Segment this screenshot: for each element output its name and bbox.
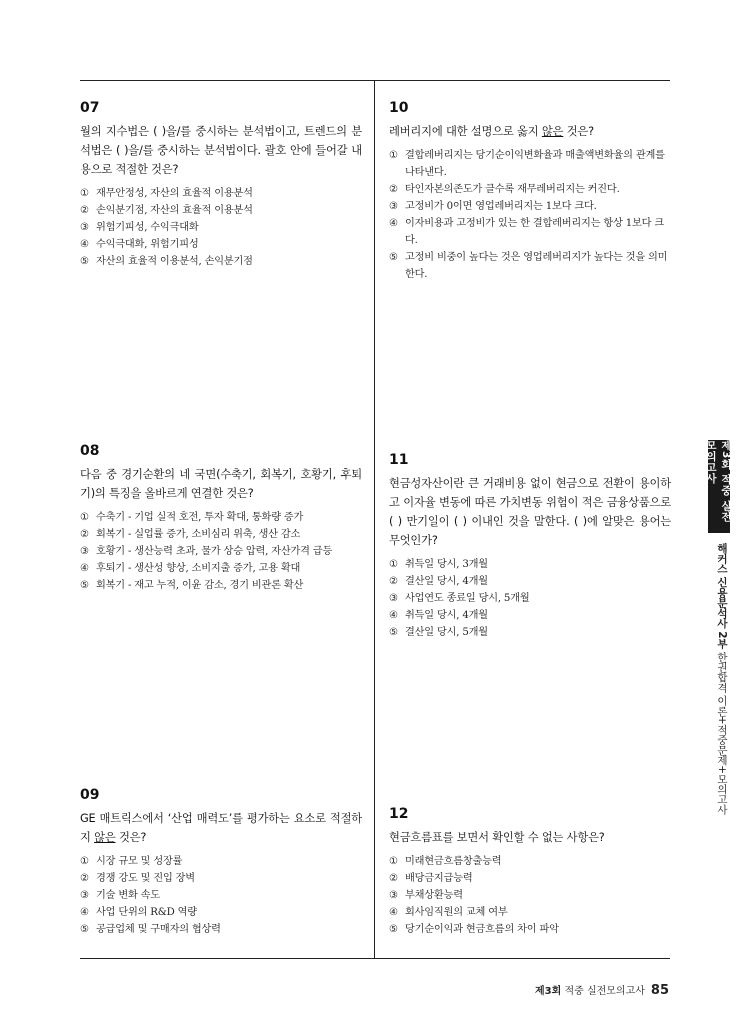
option-list [80,853,362,938]
option-text: 배당금지급능력 [405,873,473,884]
footer-section [535,982,645,997]
option [80,253,362,270]
option [80,219,362,236]
option [80,921,362,938]
option-text: 위험기피성, 수익극대화 [96,222,199,233]
option [389,556,671,573]
question-stem: 현금성자산이란 큰 거래비용 없이 현금으로 전환이 용이하고 이자율 변동에 따른 가치변동 위험이 적은 금융상품으로 ( ) 만기일이 ( ) 이내인 것을 말한다. ( )에 알맞은 용어는 무엇인가? [389,477,671,547]
option [80,526,362,543]
stem-text-end: 것은? [115,831,147,844]
question-12 [389,806,671,938]
option-text: 결합레버리지는 당기순이익변화율과 매출액변화율의 관계를 나타낸다. [405,150,665,178]
option-list [389,556,671,641]
option-marker: ④ [389,907,398,918]
option [80,887,362,904]
option-list [389,147,671,283]
option [389,607,671,624]
column-divider [374,80,375,958]
option-marker: ④ [80,907,89,918]
option-marker: ② [389,873,398,884]
question-number: 08 [80,443,100,459]
question-09 [80,787,362,938]
option-text: 이자비용과 고정비가 있는 한 결합레버리지는 항상 1보다 크다. [405,218,664,246]
option-marker: ③ [389,201,398,212]
option-text: 결산일 당시, 4개월 [405,576,488,587]
question-stem [80,809,362,847]
question-11 [389,452,671,641]
option [80,870,362,887]
option [389,249,671,283]
option-marker: ① [389,856,398,867]
option-marker: ④ [80,563,89,574]
option-text: 회복기 - 실업률 증가, 소비심리 위축, 생산 감소 [96,529,301,540]
question-number: 11 [389,452,409,468]
option-marker: ④ [80,239,89,250]
option-marker: ⑤ [80,580,89,591]
option-marker: ② [389,576,398,587]
option-text: 부채상환능력 [405,890,463,901]
question-stem: 다음 중 경기순환의 네 국면(수축기, 회복기, 호황기, 후퇴기)의 특징을 올바르게 연결한 것은? [80,468,362,500]
option [389,921,671,938]
option [80,853,362,870]
option-marker: ⑤ [80,924,89,935]
book-side-title [710,543,730,873]
section-side-tab: 제3회 적중 실전모의고사 [708,440,730,533]
stem-text: GE 매트릭스에서 ‘산업 매력도’를 평가하는 요소로 적절하지 [80,812,362,844]
option-text: 고정비 비중이 높다는 것은 영업레버리지가 높다는 것을 의미한다. [405,252,668,280]
option [389,181,671,198]
option [389,147,671,181]
option [389,870,671,887]
option [389,573,671,590]
option-marker: ① [389,150,398,161]
option [80,560,362,577]
option-text: 사업 단위의 R&D 역량 [96,907,197,918]
option-text: 당기순이익과 현금흐름의 차이 파악 [405,924,559,935]
option-text: 수익극대화, 위험기피성 [96,239,199,250]
option-text: 후퇴기 - 생산성 향상, 소비지출 증가, 고용 확대 [96,563,301,574]
option [389,198,671,215]
option [389,624,671,641]
option-marker: ④ [389,218,398,229]
option-text: 손익분기점, 자산의 효율적 이용분석 [96,205,253,216]
option [389,853,671,870]
footer-section-rest: 적중 실전모의고사 [561,986,645,997]
option-text: 호황기 - 생산능력 초과, 물가 상승 압력, 자산가격 급등 [96,546,333,557]
stem-underlined-text: 않은 [94,831,116,844]
option [80,236,362,253]
option-text: 시장 규모 및 성장률 [96,856,183,867]
question-number: 07 [80,100,100,116]
option-marker: ② [389,184,398,195]
question-08 [80,443,362,594]
option-marker: ① [80,188,89,199]
question-07 [80,100,362,270]
question-number: 09 [80,787,100,803]
option [80,543,362,560]
bottom-rule [80,958,670,959]
option-text: 재무안정성, 자산의 효율적 이용분석 [96,188,253,199]
option-text: 수축기 - 기업 실적 호전, 투자 확대, 통화량 증가 [96,512,304,523]
option [389,215,671,249]
option-marker: ② [80,873,89,884]
question-number: 12 [389,806,409,822]
option-text: 공급업체 및 구매자의 협상력 [96,924,221,935]
option-marker: ② [80,205,89,216]
book-title-rest: 한권합격 이론+적중문제+모의고사 [716,648,728,815]
page-footer [535,982,669,998]
option-list [389,853,671,938]
question-number: 10 [389,100,409,116]
option-marker: ⑤ [80,256,89,267]
option [80,509,362,526]
option-text: 사업연도 종료일 당시, 5개월 [405,593,530,604]
option-marker: ② [80,529,89,540]
option [389,887,671,904]
option-text: 미래현금흐름창출능력 [405,856,502,867]
question-stem [389,122,671,141]
option-marker: ③ [80,222,89,233]
option [80,202,362,219]
option [80,904,362,921]
option-list [80,185,362,270]
option-marker: ③ [80,546,89,557]
option-marker: ⑤ [389,252,398,263]
option [80,185,362,202]
option-text: 취득일 당시, 4개월 [405,610,488,621]
option-marker: ⑤ [389,924,398,935]
option [80,577,362,594]
option-text: 취득일 당시, 3개월 [405,559,488,570]
stem-underlined-text: 않은 [541,125,564,138]
option-list [80,509,362,594]
stem-text-end: 것은? [563,125,594,138]
stem-text: 레버리지에 대한 설명으로 옳지 [389,125,542,138]
question-stem: 월의 지수법은 ( )을/를 중시하는 분석법이고, 트렌드의 분석법은 ( )을/를 중시하는 분석법이다. 괄호 안에 들어갈 내용으로 적절한 것은? [80,125,362,176]
question-stem: 현금흐름표를 보면서 확인할 수 없는 사항은? [389,831,605,844]
book-title-bold: 해커스 신용분석사 2부 [716,543,728,649]
option-text: 고정비가 0이면 영업레버리지는 1보다 크다. [405,201,597,212]
option-text: 결산일 당시, 5개월 [405,627,488,638]
option-text: 기술 변화 속도 [96,890,160,901]
option-text: 경쟁 강도 및 진입 장벽 [96,873,195,884]
question-10 [389,100,671,283]
option-text: 회사임직원의 교체 여부 [405,907,508,918]
option [389,904,671,921]
option-marker: ③ [389,593,398,604]
option-marker: ③ [80,890,89,901]
option-marker: ① [389,559,398,570]
option-marker: ③ [389,890,398,901]
page-number: 85 [650,983,669,998]
option-marker: ① [80,512,89,523]
option-marker: ⑤ [389,627,398,638]
option-text: 자산의 효율적 이용분석, 손익분기점 [96,256,253,267]
option-marker: ④ [389,610,398,621]
top-rule [80,80,670,81]
option-marker: ① [80,856,89,867]
option-text: 타인자본의존도가 클수록 재무레버리지는 커진다. [405,184,620,195]
option-text: 회복기 - 재고 누적, 이윤 감소, 경기 비관론 확산 [96,580,304,591]
footer-section-bold: 제3회 [534,986,562,997]
option [389,590,671,607]
